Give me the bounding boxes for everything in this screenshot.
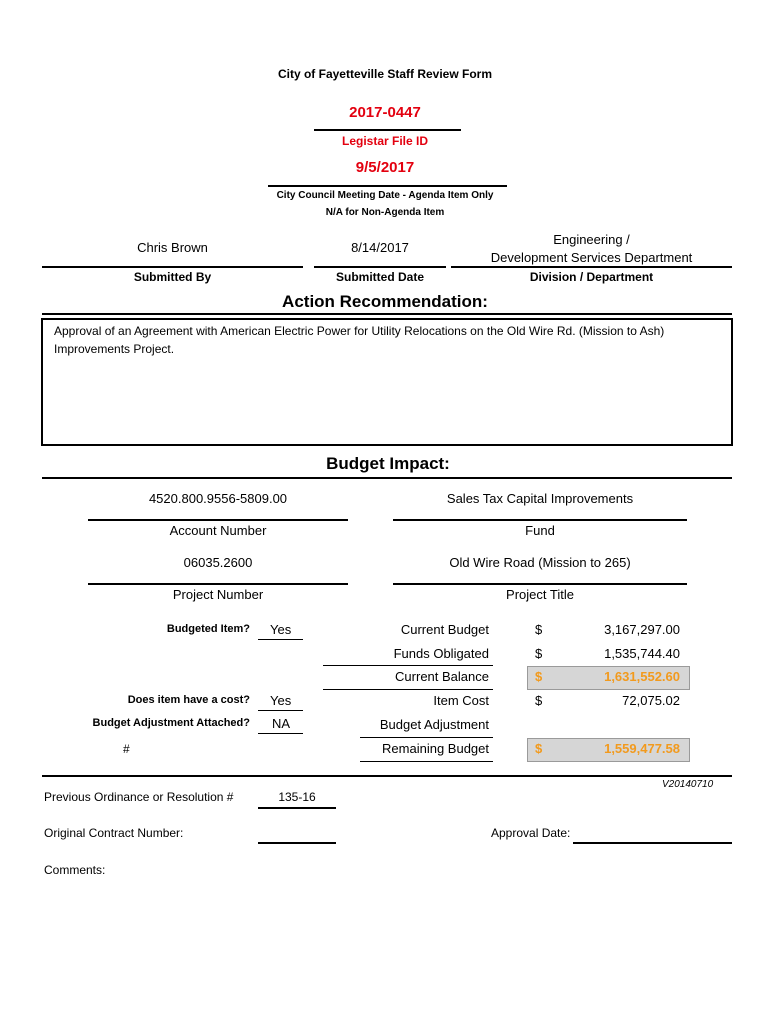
project-title-label: Project Title [506,587,574,602]
fund-label: Fund [525,523,555,538]
action-textbox [41,318,733,446]
cost-underline [258,710,303,711]
current-budget-value: 3,167,297.00 [604,622,680,637]
budget-top-rule [42,477,732,479]
action-top-rule [42,313,732,315]
project-title-value: Old Wire Road (Mission to 265) [449,555,631,570]
budgeted-item-value: Yes [270,622,292,637]
original-contract-label: Original Contract Number: [44,826,184,840]
balance-rule [323,689,493,690]
budgeted-item-underline [258,639,303,640]
obligated-rule [323,665,493,666]
remaining-budget-value: 1,559,477.58 [604,741,680,756]
meeting-label-2: N/A for Non-Agenda Item [325,207,445,218]
submitted-by-label: Submitted By [133,270,212,284]
cost-label: Does item have a cost? [127,694,250,706]
remaining-rule [360,761,493,762]
project-number-value: 06035.2600 [183,555,253,570]
submitted-date-label: Submitted Date [335,270,424,284]
division-underline [451,266,732,268]
item-cost-value: 72,075.02 [622,693,680,708]
prev-ordinance-underline [258,807,336,809]
remaining-budget-label: Remaining Budget [382,741,489,756]
division-label: Division / Department [529,270,654,284]
version-label: V20140710 [662,779,714,790]
current-budget-label: Current Budget [400,622,489,637]
approval-date-field[interactable] [573,842,732,844]
legistar-label: Legistar File ID [341,134,429,148]
division-line-1: Engineering / [553,232,630,247]
current-balance-label: Current Balance [395,669,489,684]
fund-underline [393,519,687,521]
comments-label: Comments: [44,863,106,877]
funds-obligated-label: Funds Obligated [393,646,489,661]
division-line-2: Development Services Department [490,250,693,265]
budget-adjustment-label: Budget Adjustment [379,717,489,732]
project-number-label: Project Number [172,587,264,602]
prev-ordinance-label: Previous Ordinance or Resolution # [44,790,234,804]
cost-value: Yes [270,693,292,708]
account-number-underline [88,519,348,521]
submitted-by-underline [42,266,303,268]
adjustment-rule [360,737,493,738]
funds-obligated-value: 1,535,744.40 [604,646,680,661]
prev-ordinance-value: 135-16 [278,790,316,804]
budgeted-item-label: Budgeted Item? [166,623,250,635]
adjustment-attached-label: Budget Adjustment Attached? [92,717,250,729]
meeting-date: 9/5/2017 [355,159,415,176]
legistar-underline [314,129,461,131]
footer-top-rule [42,775,732,777]
action-text-line-2: Improvements Project. [54,342,175,356]
legistar-id: 2017-0447 [349,104,421,121]
submitted-date-value: 8/14/2017 [351,240,409,255]
submitted-date-underline [314,266,446,268]
current-budget-currency: $ [535,622,543,637]
form-title: City of Fayetteville Staff Review Form [277,67,493,81]
adjustment-attached-underline [258,733,303,734]
approval-date-label: Approval Date: [491,826,571,840]
item-cost-currency: $ [535,693,543,708]
current-balance-currency: $ [535,669,543,684]
remaining-budget-currency: $ [535,741,543,756]
account-number-value: 4520.800.9556-5809.00 [148,491,288,506]
project-title-underline [393,583,687,585]
project-number-underline [88,583,348,585]
original-contract-field[interactable] [258,842,336,844]
fund-value: Sales Tax Capital Improvements [446,491,634,506]
funds-obligated-currency: $ [535,646,543,661]
meeting-date-underline [268,185,507,187]
adjustment-attached-value: NA [272,716,291,731]
action-text-line-1: Approval of an Agreement with American Electric Power for Utility Relocations on the Old Wire Rd. (Mission to Ash) [54,324,665,338]
current-balance-value: 1,631,552.60 [604,669,680,684]
meeting-label-1: City Council Meeting Date - Agenda Item Only [276,190,494,201]
hash-label: # [123,742,130,756]
account-number-label: Account Number [169,523,267,538]
item-cost-label: Item Cost [433,693,489,708]
submitted-by-value: Chris Brown [137,240,208,255]
budget-heading: Budget Impact: [326,454,450,473]
action-heading: Action Recommendation: [282,292,488,311]
